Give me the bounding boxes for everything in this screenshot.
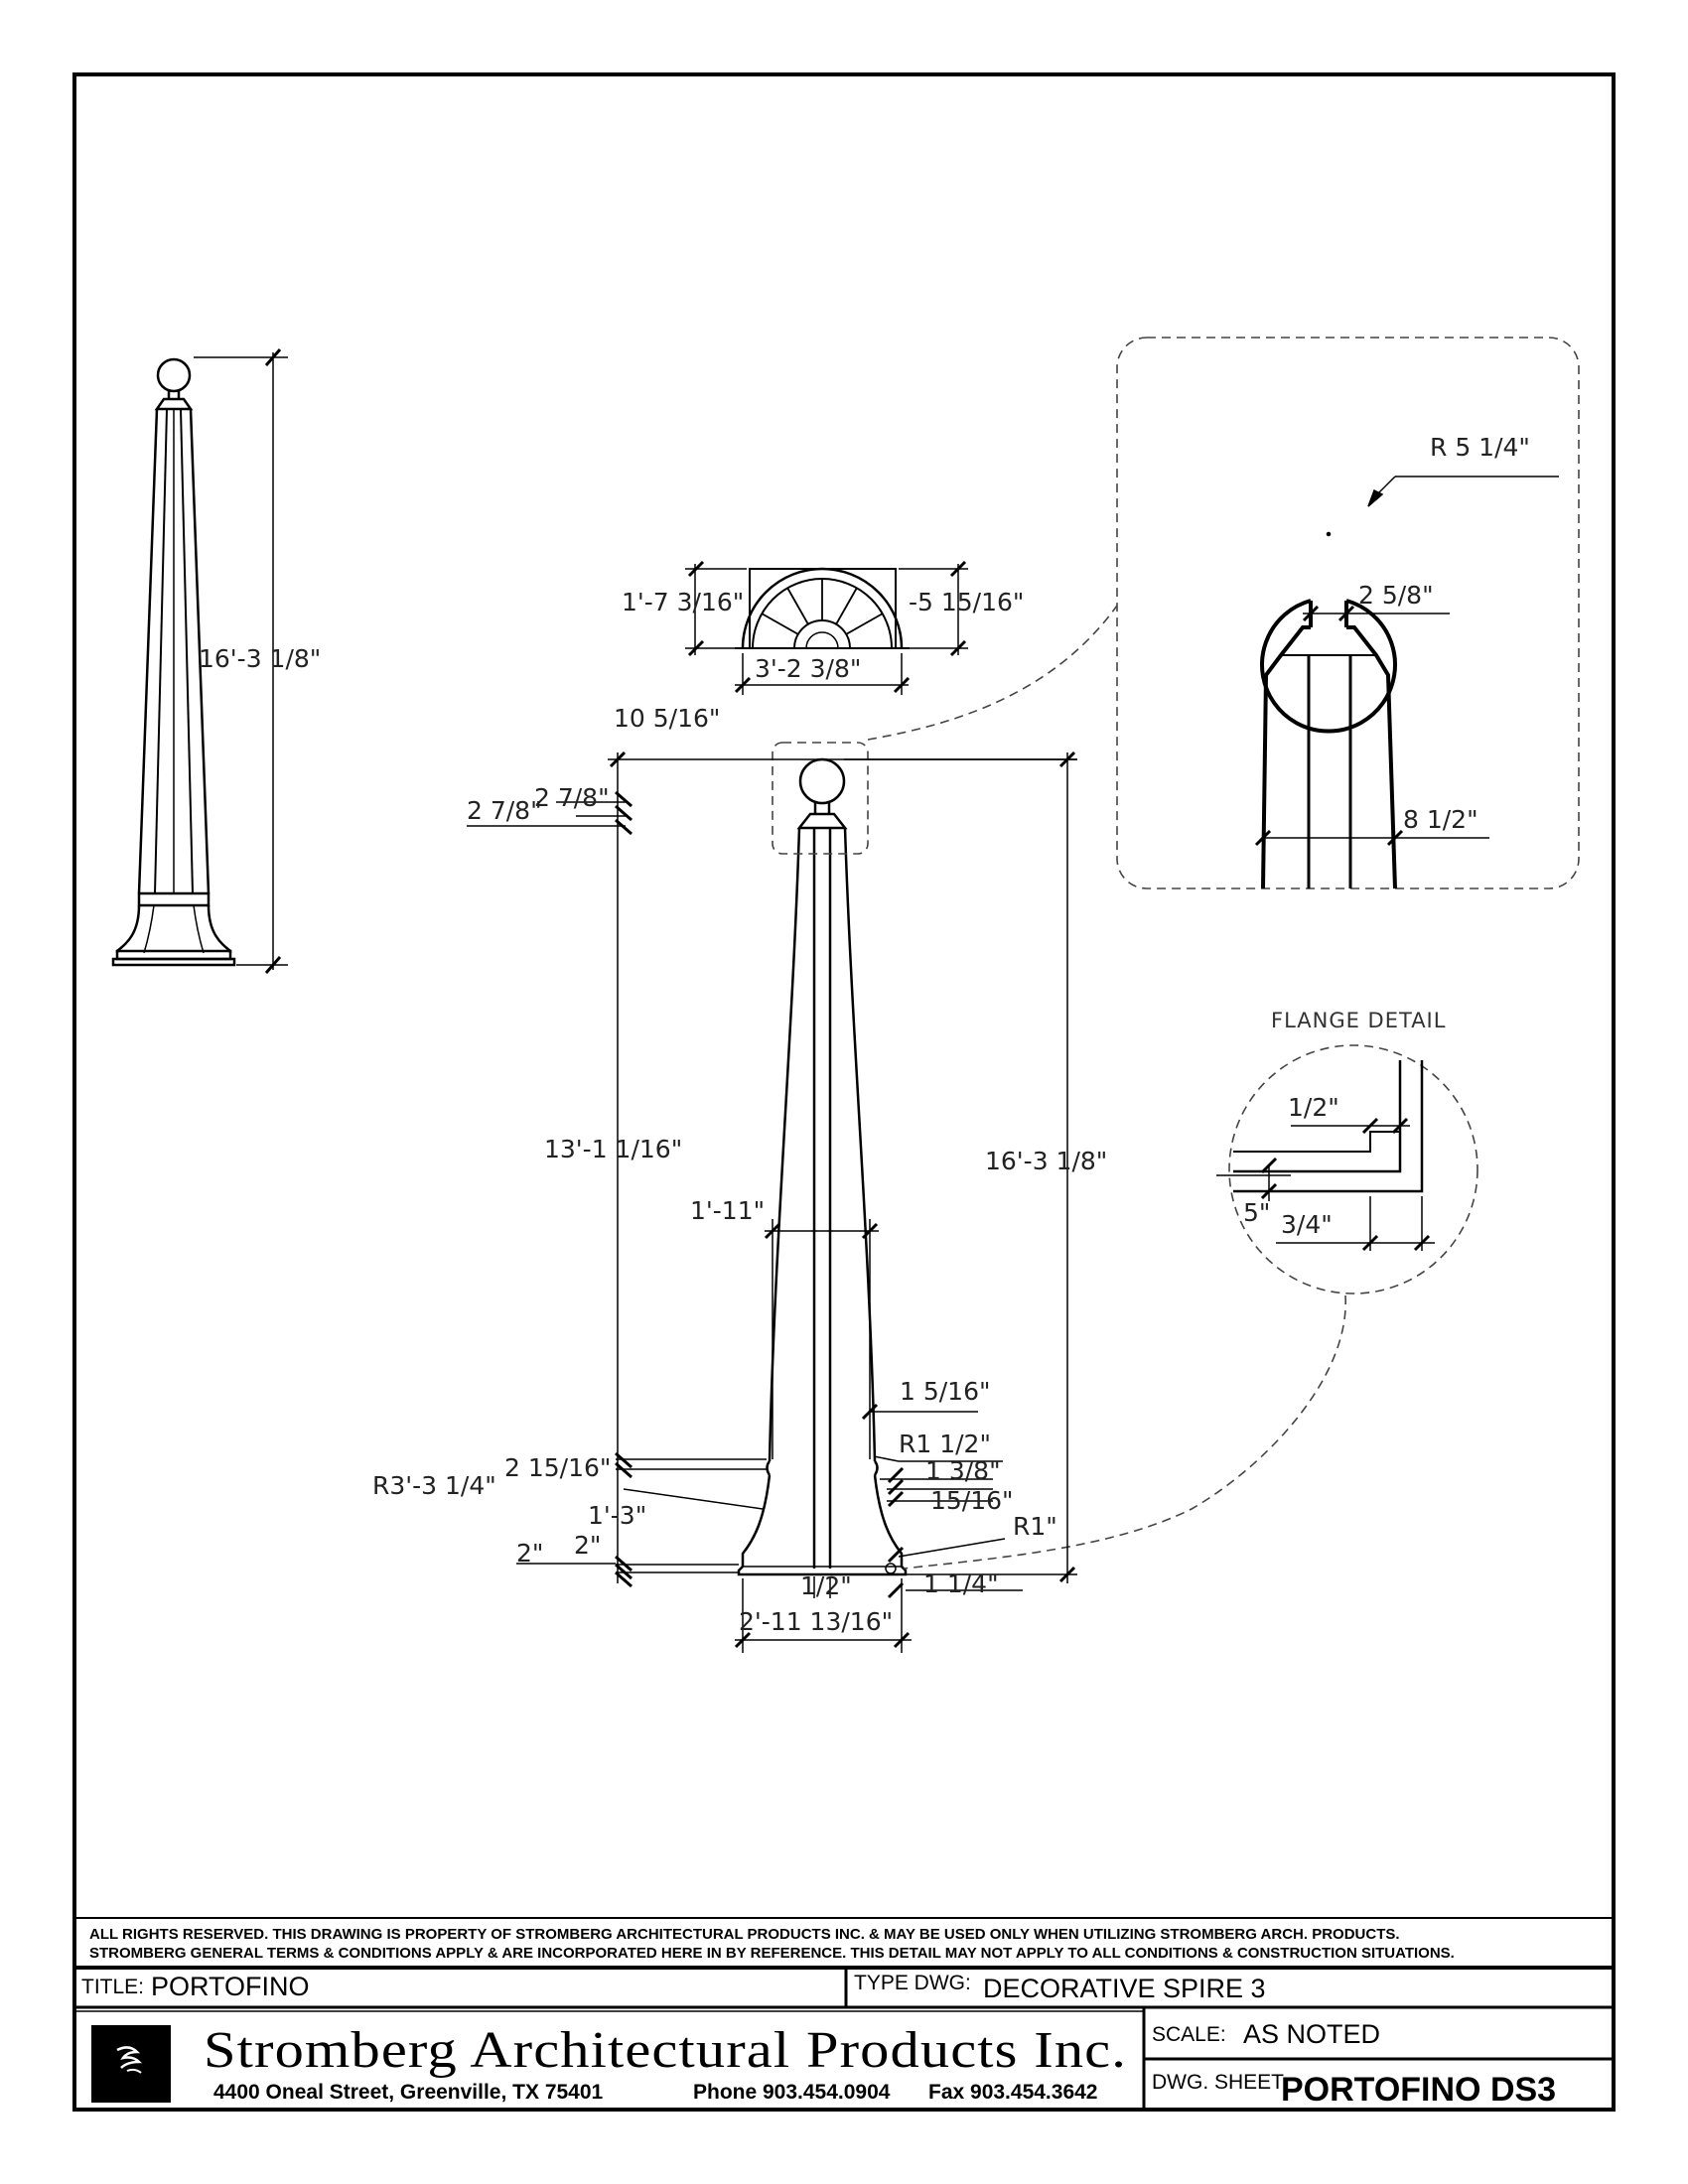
dim-flare-height: 1'-3" <box>588 1501 647 1530</box>
scale-value: AS NOTED <box>1243 2019 1381 2049</box>
company-phone: Phone 903.454.0904 <box>693 2081 891 2104</box>
dim-ball-neck: 2 5/8" <box>1358 581 1434 610</box>
dim-radius-flare: R3'-3 1/4" <box>372 1471 496 1500</box>
dim-plan-width-top: 1'-7 3/16" <box>622 588 745 616</box>
ball-detail-dims <box>1256 477 1559 845</box>
dim-plan-width: 3'-2 3/8" <box>755 654 862 683</box>
main-dimension-lines <box>467 752 1077 1653</box>
detail-callouts <box>773 338 1579 1569</box>
dim-radius-base: R1" <box>1013 1512 1057 1541</box>
dim-radius-fillet: R1 1/2" <box>899 1430 991 1458</box>
title-label: TITLE: <box>81 1976 145 1998</box>
company-fax: Fax 903.454.3642 <box>928 2081 1098 2104</box>
dim-collar-b: 2 7/8" <box>467 796 542 825</box>
dim-plan-depth: -5 15/16" <box>909 588 1025 616</box>
dim-flange-a: 1/2" <box>1288 1093 1339 1122</box>
dim-top-width: 10 5/16" <box>614 704 721 733</box>
dim-flange-b: 5" <box>1243 1198 1271 1227</box>
dwg-sheet-label: DWG. SHEET <box>1152 2071 1285 2094</box>
dim-ball-radius: R 5 1/4" <box>1430 433 1530 462</box>
rights-line-1: ALL RIGHTS RESERVED. THIS DRAWING IS PROPERTY OF STROMBERG ARCHITECTURAL PRODUCTS INC. & MAY BE USED ONLY WHEN UTILIZING STROMBERG ARCH. PRODUCTS. <box>89 1926 1400 1943</box>
rights-line-2: STROMBERG GENERAL TERMS & CONDITIONS APPLY & ARE INCORPORATED HERE IN BY REFERENCE. THIS DETAIL MAY NOT APPLY TO ALL CONDITIONS & CONSTRUCTION SITUATIONS. <box>89 1945 1455 1962</box>
dim-flange-offset: 1 1/4" <box>923 1570 999 1598</box>
title-value: PORTOFINO <box>151 1972 310 2001</box>
dim-ball-shaft: 8 1/2" <box>1403 805 1478 834</box>
flange-detail-title: FLANGE DETAIL <box>1271 1009 1447 1032</box>
ball-detail-view <box>1262 601 1395 888</box>
dim-flute-depth: 1 5/16" <box>900 1377 991 1406</box>
main-elevation-view <box>739 759 906 1574</box>
dim-small-height: 16'-3 1/8" <box>199 644 322 673</box>
dim-collar-a: 2 7/8" <box>534 783 610 812</box>
plan-view <box>735 569 910 648</box>
dim-flange-c: 3/4" <box>1281 1210 1333 1239</box>
dwg-sheet-value: PORTOFINO DS3 <box>1281 2071 1557 2109</box>
dim-ring-c: 2 15/16" <box>504 1453 612 1482</box>
dim-ring-b: 15/16" <box>930 1486 1014 1515</box>
type-dwg-value: DECORATIVE SPIRE 3 <box>983 1974 1266 2003</box>
type-dwg-label: TYPE DWG: <box>854 1972 971 1994</box>
dim-overall-height: 16'-3 1/8" <box>985 1147 1108 1175</box>
dim-base-a: 2" <box>516 1539 544 1568</box>
dim-center-gap: 1/2" <box>800 1571 852 1600</box>
dim-mid-width: 1'-11" <box>690 1196 766 1225</box>
company-name: Stromberg Architectural Products Inc. <box>204 2022 1127 2079</box>
company-address: 4400 Oneal Street, Greenville, TX 75401 <box>213 2081 604 2104</box>
dim-ring-a: 1 3/8" <box>925 1456 1001 1485</box>
company-logo <box>91 2025 171 2103</box>
scale-label: SCALE: <box>1152 2023 1226 2046</box>
dim-base-width: 2'-11 13/16" <box>739 1607 894 1636</box>
dim-shaft-height: 13'-1 1/16" <box>544 1135 683 1163</box>
sheet-border <box>74 74 1614 2110</box>
dim-base-b: 2" <box>574 1531 602 1560</box>
